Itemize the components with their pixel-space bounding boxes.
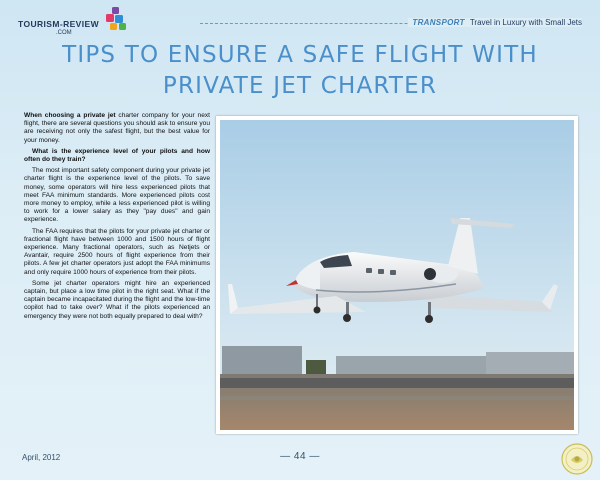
question-heading: What is the experience level of your pilots and how often do they train? xyxy=(24,147,210,164)
article-title xyxy=(0,40,600,102)
page-number: — 44 — xyxy=(280,451,320,462)
section-label: TRANSPORT xyxy=(412,18,465,27)
lead-bold: When choosing a private jet xyxy=(24,112,116,119)
seal-icon xyxy=(560,442,594,476)
article-body xyxy=(24,112,210,324)
site-logo[interactable] xyxy=(18,6,138,40)
jet-photo-illustration xyxy=(216,116,578,434)
paragraph-3: Some jet charter operators might hire an experienced captain, but place a low time pilot in the right seat. What if the captain became incapacitated during the flight and the low-time copilot had to take over? What if the pilots experienced an emergency they were not both equally prepared to deal with? xyxy=(24,279,210,320)
lead-text: charter company for your next flight, there are several questions you should ask to ensure you are receiving not only the safest flight, but the best value for your money. xyxy=(24,112,210,144)
lead-paragraph xyxy=(24,112,210,145)
title-line-2: PRIVATE JET CHARTER xyxy=(162,73,438,99)
issue-date: April, 2012 xyxy=(22,453,61,462)
logo-subtext: .COM xyxy=(56,30,72,36)
paragraph-1: The most important safety component during your private jet charter flight is the experience level of the pilots. To save money, some operators will hire less experienced pilots that meet FAA minimum standards. More experienced pilots cost more money to employ, while a less experienced pilot is willing to work for a lower salary as they "pay dues" and gain experience. xyxy=(24,167,210,224)
section-header xyxy=(408,18,582,27)
paragraph-2: The FAA requires that the pilots for your private jet charter or fractional flight have between 1000 and 1500 hours of flight experience. Many fractional operators, such as Netjets or Avantair, require 2500 hours of flight experience from their pilots. A few jet charter operators just adopt the FAA minimums and only require 1000 hours of experience from their pilots. xyxy=(24,227,210,276)
logo-mark-icon xyxy=(98,6,132,32)
section-title: Travel in Luxury with Small Jets xyxy=(469,18,582,27)
logo-text: TOURISM-REVIEW xyxy=(18,19,100,29)
jet-photo xyxy=(216,116,578,434)
title-line-1: TIPS TO ENSURE A SAFE FLIGHT WITH xyxy=(62,42,538,68)
